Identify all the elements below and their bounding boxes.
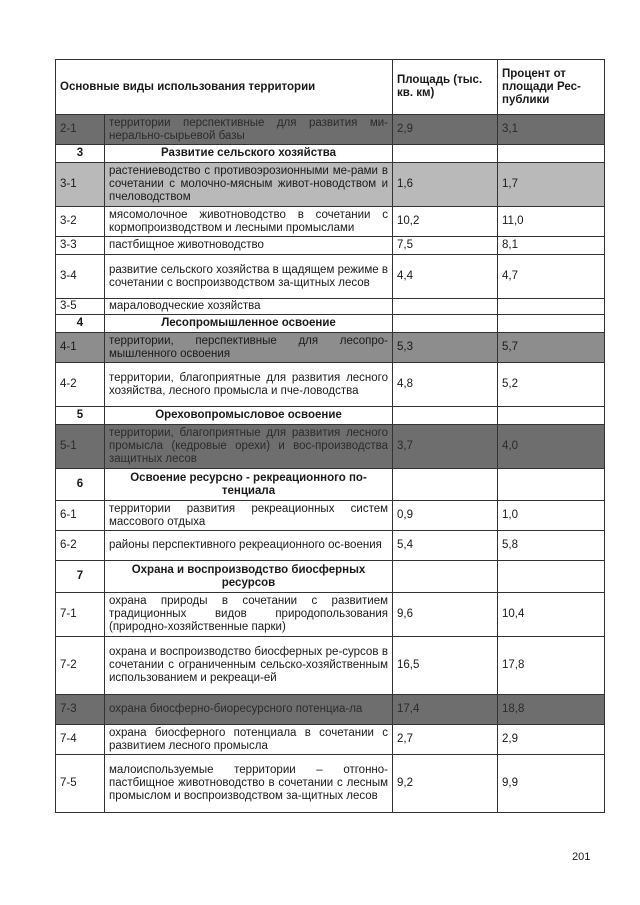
section-title: Лесопромышленное освоение [105,315,393,333]
table-row [56,207,605,237]
row-percent [498,407,605,425]
row-area [393,469,498,501]
table-row [56,637,605,695]
row-description: растениеводство с противоэрозионными ме-рами в сочетании с молочно-мясным живот-новодством и пчеловодством [105,163,393,207]
row-percent [498,315,605,333]
row-area: 2,7 [393,725,498,755]
row-area: 1,6 [393,163,498,207]
row-area [393,315,498,333]
row-area [393,299,498,315]
row-area: 0,9 [393,501,498,531]
table-row [56,333,605,363]
row-percent: 2,9 [498,725,605,755]
section-title: Ореховопромысловое освоение [105,407,393,425]
row-percent: 17,8 [498,637,605,695]
row-code: 5 [56,407,105,425]
row-code: 4-1 [56,333,105,363]
row-percent: 18,8 [498,695,605,725]
row-code: 3-5 [56,299,105,315]
row-description: районы перспективного рекреационного ос-воения [105,531,393,561]
table-row [56,755,605,813]
row-code: 6 [56,469,105,501]
section-title: Освоение ресурсно - рекреационного по-тенциала [105,469,393,501]
row-percent: 8,1 [498,237,605,255]
page-number: 201 [572,851,591,863]
row-code: 3 [56,145,105,163]
row-percent [498,561,605,593]
row-description: мараловодческие хозяйства [105,299,393,315]
row-percent: 10,4 [498,593,605,637]
row-code: 6-2 [56,531,105,561]
section-row [56,145,605,163]
row-description: территории перспективные для развития ми-нерально-сырьевой базы [105,115,393,145]
row-percent: 4,0 [498,425,605,469]
row-percent: 1,7 [498,163,605,207]
section-row [56,407,605,425]
row-percent: 5,7 [498,333,605,363]
row-percent: 11,0 [498,207,605,237]
row-percent: 5,2 [498,363,605,407]
row-code: 7-4 [56,725,105,755]
row-percent: 1,0 [498,501,605,531]
row-description: охрана природы в сочетании с развитием традиционных видов природопользования (природно-хозяйственные парки) [105,593,393,637]
row-code: 7-5 [56,755,105,813]
row-area: 5,3 [393,333,498,363]
row-description: пастбищное животноводство [105,237,393,255]
row-description: охрана биосферного потенциала в сочетании с развитием лесного промысла [105,725,393,755]
row-code: 3-3 [56,237,105,255]
row-area: 17,4 [393,695,498,725]
row-code: 7 [56,561,105,593]
row-code: 7-3 [56,695,105,725]
row-area: 3,7 [393,425,498,469]
header-percent: Процент от площади Рес-публики [498,60,605,115]
row-area: 10,2 [393,207,498,237]
row-code: 7-2 [56,637,105,695]
row-code: 4 [56,315,105,333]
row-code: 7-1 [56,593,105,637]
row-code: 3-1 [56,163,105,207]
section-row [56,561,605,593]
row-percent: 4,7 [498,255,605,299]
row-description: территории развития рекреационных систем массового отдыха [105,501,393,531]
row-code: 3-2 [56,207,105,237]
table-row [56,163,605,207]
row-area: 5,4 [393,531,498,561]
section-row [56,469,605,501]
table-row [56,299,605,315]
land-use-table [55,59,605,813]
row-percent [498,145,605,163]
table-row [56,593,605,637]
table-row [56,425,605,469]
table-header-row [56,60,605,115]
row-percent: 9,9 [498,755,605,813]
table-row [56,531,605,561]
row-description: малоиспользуемые территории – отгонно-пастбищное животноводство в сочетании с лесным промыслом и воспроизводством за-щитных лесов [105,755,393,813]
table-row [56,725,605,755]
row-description: развитие сельского хозяйства в щадящем режиме в сочетании с воспроизводством за-щитных лесов [105,255,393,299]
row-area [393,145,498,163]
table-row [56,501,605,531]
row-area: 16,5 [393,637,498,695]
row-percent [498,469,605,501]
row-code: 5-1 [56,425,105,469]
row-percent: 5,8 [498,531,605,561]
row-area: 9,6 [393,593,498,637]
row-percent: 3,1 [498,115,605,145]
row-code: 4-2 [56,363,105,407]
row-description: мясомолочное животноводство в сочетании с кормопроизводством и лесными промыслами [105,207,393,237]
row-description: территории, благоприятные для развития лесного хозяйства, лесного промысла и пче-ловодства [105,363,393,407]
section-title: Развитие сельского хозяйства [105,145,393,163]
table-row [56,255,605,299]
table-row [56,363,605,407]
row-description: охрана и воспроизводство биосферных ре-сурсов в сочетании с ограниченным сельско-хозяйственным использованием и рекреаци-ей [105,637,393,695]
row-area: 2,9 [393,115,498,145]
table-row [56,115,605,145]
header-area: Площадь (тыс. кв. км) [393,60,498,115]
row-code: 2-1 [56,115,105,145]
row-area: 9,2 [393,755,498,813]
row-percent [498,299,605,315]
row-description: территории, перспективные для лесопро-мышленного освоения [105,333,393,363]
row-area [393,407,498,425]
header-land-use-type: Основные виды использования территории [56,60,393,115]
section-row [56,315,605,333]
row-area [393,561,498,593]
section-title: Охрана и воспроизводство биосферных ресурсов [105,561,393,593]
table-row [56,695,605,725]
row-area: 4,4 [393,255,498,299]
row-code: 6-1 [56,501,105,531]
row-code: 3-4 [56,255,105,299]
row-area: 7,5 [393,237,498,255]
table-row [56,237,605,255]
row-description: охрана биосферно-биоресурсного потенциа-ла [105,695,393,725]
row-area: 4,8 [393,363,498,407]
row-description: территории, благоприятные для развития лесного промысла (кедровые орехи) и вос-производства защитных лесов [105,425,393,469]
